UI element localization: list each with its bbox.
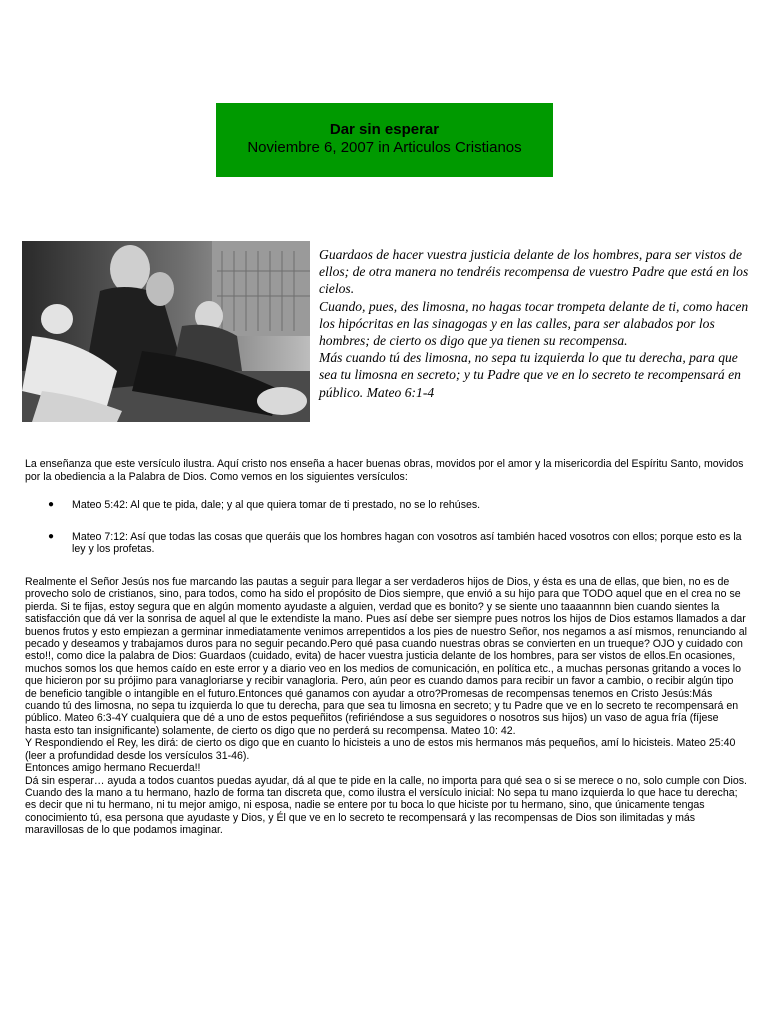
list-item-text: Mateo 7:12: Así que todas las cosas que queráis que los hombres hagan con vosotros así también haced vosotros con ellos; porque esto es la ley y los profetas. [72,530,742,556]
article-body [25,576,747,837]
list-item [25,531,747,556]
quote-paragraph: Más cuando tú des limosna, no sepa tu izquierda lo que tu derecha, para que sea tu limosna en secreto; y tu Padre que ve en lo secreto te recompensará en público. Mateo 6:1-4 [319,350,741,400]
article-header [216,103,553,177]
list-item [25,499,747,512]
body-paragraph: Y Respondiendo el Rey, les dirá: de cierto os digo que en cuanto lo hicisteis a uno de estos mis hermanos más pequeños, amí lo hicisteis. Mateo 25:40 (leer a profundidad desde los versículos 31-46). [25,737,736,762]
quote-paragraph: Cuando, pues, des limosna, no hagas tocar trompeta delante de ti, como hacen los hipócritas en las sinagogas y en las calles, para ser alabados por los hombres; de cierto os digo que ya tienen su recompensa. [319,298,749,349]
article-title: Dar sin esperar [329,121,440,138]
intro-paragraph: La enseñanza que este versículo ilustra. Aquí cristo nos enseña a hacer buenas obras, movidos por el amor y la misericordia del Espíritu Santo, movidos por la obediencia a la Palabra de Dios. Como vemos en los siguientes versículos: [25,458,744,483]
bullet-icon: ● [48,530,55,542]
quote-paragraph: Guardaos de hacer vuestra justicia delante de los hombres, para ser vistos de ellos; de otra manera no tendréis recompensa de vuestro Padre que está en los cielos. [319,247,749,297]
family-photo-icon [22,241,310,422]
body-paragraph: Realmente el Señor Jesús nos fue marcando las pautas a seguir para llegar a ser verdaderos hijos de Dios, y ésta es una de ellas, que bien, no es de provecho solo de cristianos, sino, para todos, como ha sido el propósito de Dios siempre, que envió a su hijo para que TODO aquel que en el crea no se pierda. Si te fijas, estoy segura que en algún momento ayudaste a alguien, verdad que es bonito? y se siente uno taaaannnn bien cuando sientes la satisfacción que dá ver la sonrisa de aquel al que le extendiste la mano. Pues así debe ser siempre pues notros los hijos de Dios estamos llamados a dar buenos frutos y esto empiezan a germinar inmediatamente venimos arrepentidos a los pies de nuestro Señor, nos negamos a así mismos, renunciando al pecado y deseamos y trabajamos duros para no seguir pecando.Pero qué pasa cuando nuestras obras se convierten en un trueque? OJO y cuidado con esto!!, como dice la palabra de Dios: Guardaos (cuidado, evita) de hacer vuestra justicia delante de los hombres, para ser vistos de ellos.En ocasiones, muchos somos los que hemos caído en este error y a diario veo en los medios de comunicación, en política etc., a muchas personas gritando a voces lo que hicieron por su prójimo para vanagloriarse y recibir vanagloria. Pero, aún peor es cuando damos para recibir un favor a cambio, o recibir algún tipo de beneficio tangible o intangible en el futuro.Entonces qué ganamos con ayudar a otro?Promesas de recompensas tenemos en Cristo Jesús:Más cuando tú des limosna, no sepa tu izquierda lo que tu derecha, para que sea tu limosna en secreto; y tu Padre que ve en lo secreto te recompensará en público. Mateo 6:3-4Y cualquiera que dé a uno de estos pequeñitos (refiriéndose a sus seguidores o nosotros sus hijos) un vaso de agua fría (fíjese hasta esto tan insignificante) solamente, de cierto os digo que no perderá su recompensa. Mateo 10: 42. [25,576,747,737]
article-date-category: Noviembre 6, 2007 in Articulos Cristianos [247,139,522,156]
verse-list [25,499,747,556]
list-item-text: Mateo 5:42: Al que te pida, dale; y al que quiera tomar de ti prestado, no se lo rehúses. [72,499,481,511]
family-photo [22,241,310,422]
body-paragraph: Entonces amigo hermano Recuerda!! [25,762,201,775]
bible-quote [319,246,751,401]
body-paragraph: Dá sin esperar… ayuda a todos cuantos puedas ayudar, dá al que te pide en la calle, no importa para qué sea o si se merece o no, solo cumple con Dios. Cuando des la mano a tu hermano, hazlo de forma tan discreta que, como ilustra el versículo inicial: No sepa tu mano izquierda lo que hace tu derecha; es decir que ni tu hermano, ni tu mejor amigo, ni esposa, nadie se entere por tu boca lo que hiciste por tu hermano, sino, que únicamente tengas conocimiento tú, esa persona que ayudaste y Dios, y Él que ve en lo secreto te recompensará y las recompensas de Dios son ilimitadas y más maravillosas de lo que podamos imaginar. [25,774,747,837]
bullet-icon: ● [48,499,55,510]
